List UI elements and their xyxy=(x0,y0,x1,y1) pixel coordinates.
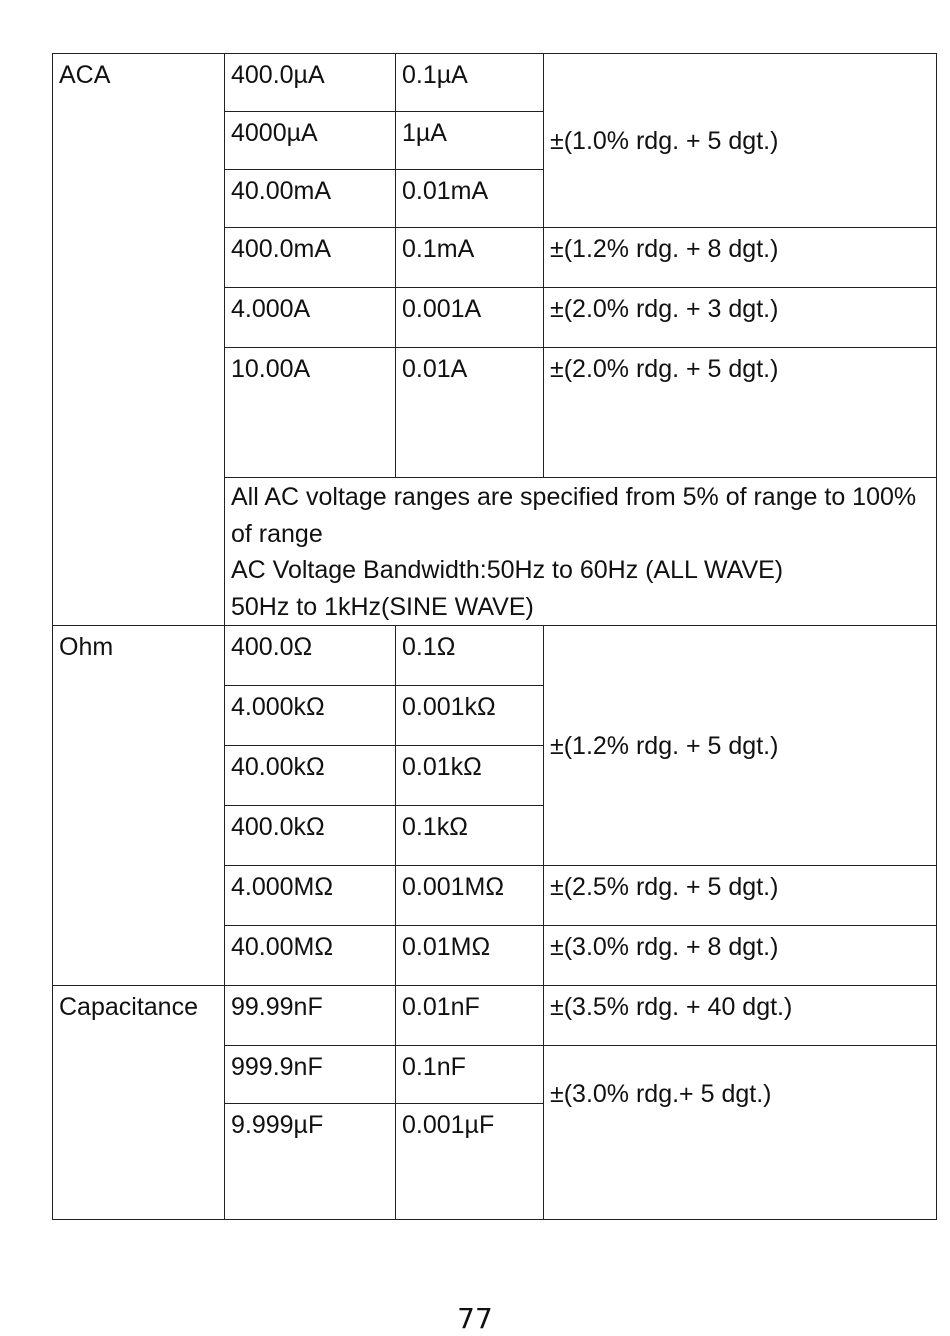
range-cell: 9.999µF xyxy=(225,1104,396,1220)
page-number: 77 xyxy=(457,1302,493,1335)
range-cell: 400.0Ω xyxy=(225,626,396,686)
range-cell: 99.99nF xyxy=(225,986,396,1046)
resolution-cell: 0.01mA xyxy=(396,170,544,228)
table-row xyxy=(53,626,937,686)
function-label-aca: ACA xyxy=(53,54,225,626)
resolution-cell: 0.001µF xyxy=(396,1104,544,1220)
resolution-cell: 0.1Ω xyxy=(396,626,544,686)
range-cell: 4.000MΩ xyxy=(225,866,396,926)
range-cell: 400.0kΩ xyxy=(225,806,396,866)
accuracy-cell: ±(3.0% rdg.+ 5 dgt.) xyxy=(544,1046,937,1220)
accuracy-cell: ±(1.2% rdg. + 5 dgt.) xyxy=(544,626,937,866)
function-label-ohm: Ohm xyxy=(53,626,225,986)
aca-notes xyxy=(225,478,937,626)
resolution-cell: 0.01nF xyxy=(396,986,544,1046)
range-cell: 10.00A xyxy=(225,348,396,478)
resolution-cell: 0.1nF xyxy=(396,1046,544,1104)
specification-table xyxy=(52,53,937,1220)
resolution-cell: 0.1µA xyxy=(396,54,544,112)
note-line: AC Voltage Bandwidth:50Hz to 60Hz (ALL WAVE) xyxy=(231,556,784,584)
resolution-cell: 0.01MΩ xyxy=(396,926,544,986)
resolution-cell: 0.001A xyxy=(396,288,544,348)
accuracy-cell: ±(3.5% rdg. + 40 dgt.) xyxy=(544,986,937,1046)
accuracy-cell: ±(2.0% rdg. + 3 dgt.) xyxy=(544,288,937,348)
range-cell: 400.0mA xyxy=(225,228,396,288)
range-cell: 40.00mA xyxy=(225,170,396,228)
range-cell: 4.000kΩ xyxy=(225,686,396,746)
resolution-cell: 1µA xyxy=(396,112,544,170)
range-cell: 40.00kΩ xyxy=(225,746,396,806)
resolution-cell: 0.01kΩ xyxy=(396,746,544,806)
resolution-cell: 0.1mA xyxy=(396,228,544,288)
resolution-cell: 0.001MΩ xyxy=(396,866,544,926)
function-label-capacitance: Capacitance xyxy=(53,986,225,1220)
range-cell: 999.9nF xyxy=(225,1046,396,1104)
range-cell: 4.000A xyxy=(225,288,396,348)
accuracy-cell: ±(2.0% rdg. + 5 dgt.) xyxy=(544,348,937,478)
range-cell: 40.00MΩ xyxy=(225,926,396,986)
table-row xyxy=(53,986,937,1046)
resolution-cell: 0.001kΩ xyxy=(396,686,544,746)
resolution-cell: 0.1kΩ xyxy=(396,806,544,866)
accuracy-cell: ±(3.0% rdg. + 8 dgt.) xyxy=(544,926,937,986)
accuracy-cell: ±(2.5% rdg. + 5 dgt.) xyxy=(544,866,937,926)
range-cell: 400.0µA xyxy=(225,54,396,112)
resolution-cell: 0.01A xyxy=(396,348,544,478)
note-line: 50Hz to 1kHz(SINE WAVE) xyxy=(231,592,534,621)
range-cell: 4000µA xyxy=(225,112,396,170)
accuracy-cell: ±(1.2% rdg. + 8 dgt.) xyxy=(544,228,937,288)
accuracy-cell: ±(1.0% rdg. + 5 dgt.) xyxy=(544,54,937,228)
table-row xyxy=(53,54,937,112)
note-line: All AC voltage ranges are specified from 5% of range to 100% of range xyxy=(231,483,917,548)
